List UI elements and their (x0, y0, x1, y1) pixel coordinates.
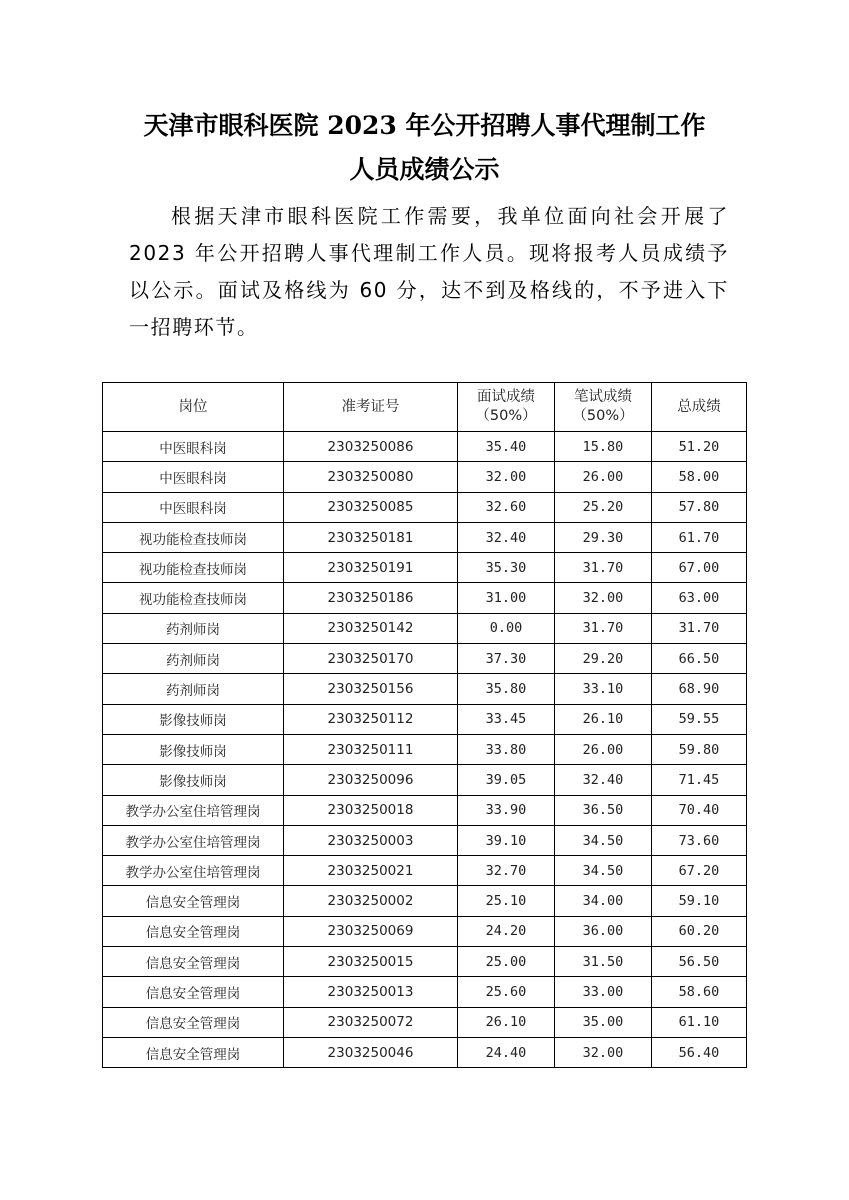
cell-position: 信息安全管理岗 (103, 1007, 284, 1037)
cell-position: 教学办公室住培管理岗 (103, 795, 284, 825)
cell-exam-id: 2303250142 (284, 613, 458, 643)
cell-exam-id: 2303250015 (284, 947, 458, 977)
cell-exam-id: 2303250096 (284, 765, 458, 795)
cell-written-score: 33.00 (555, 977, 652, 1007)
table-row (103, 553, 747, 583)
cell-total-score: 73.60 (652, 825, 747, 855)
cell-total-score: 31.70 (652, 613, 747, 643)
table-row (103, 734, 747, 764)
cell-interview-score: 31.00 (458, 583, 555, 613)
cell-total-score: 59.55 (652, 704, 747, 734)
cell-written-score: 32.00 (555, 583, 652, 613)
cell-interview-score: 32.40 (458, 522, 555, 552)
cell-position: 视功能检查技师岗 (103, 583, 284, 613)
cell-written-score: 36.00 (555, 916, 652, 946)
cell-written-score: 32.00 (555, 1037, 652, 1067)
cell-written-score: 15.80 (555, 432, 652, 462)
cell-total-score: 70.40 (652, 795, 747, 825)
table-row (103, 886, 747, 916)
cell-total-score: 59.80 (652, 734, 747, 764)
cell-interview-score: 35.40 (458, 432, 555, 462)
cell-interview-score: 32.60 (458, 492, 555, 522)
header-interview-label: 面试成绩 (477, 389, 535, 405)
cell-position: 药剂师岗 (103, 613, 284, 643)
cell-total-score: 58.60 (652, 977, 747, 1007)
cell-written-score: 29.30 (555, 522, 652, 552)
cell-position: 中医眼科岗 (103, 492, 284, 522)
cell-written-score: 33.10 (555, 674, 652, 704)
page-title-line-1: 天津市眼科医院 2023 年公开招聘人事代理制工作 (143, 111, 706, 140)
cell-total-score: 61.70 (652, 522, 747, 552)
cell-written-score: 31.70 (555, 613, 652, 643)
cell-exam-id: 2303250069 (284, 916, 458, 946)
table-row (103, 674, 747, 704)
cell-total-score: 68.90 (652, 674, 747, 704)
cell-interview-score: 39.05 (458, 765, 555, 795)
table-row (103, 1037, 747, 1067)
cell-exam-id: 2303250156 (284, 674, 458, 704)
cell-total-score: 51.20 (652, 432, 747, 462)
cell-interview-score: 39.10 (458, 825, 555, 855)
table-row (103, 947, 747, 977)
scores-table (102, 382, 747, 1068)
cell-total-score: 66.50 (652, 644, 747, 674)
table-row (103, 522, 747, 552)
table-row (103, 916, 747, 946)
cell-written-score: 32.40 (555, 765, 652, 795)
cell-interview-score: 25.10 (458, 886, 555, 916)
cell-interview-score: 25.00 (458, 947, 555, 977)
cell-exam-id: 2303250186 (284, 583, 458, 613)
cell-exam-id: 2303250112 (284, 704, 458, 734)
cell-exam-id: 2303250046 (284, 1037, 458, 1067)
cell-total-score: 56.40 (652, 1037, 747, 1067)
cell-written-score: 35.00 (555, 1007, 652, 1037)
cell-total-score: 61.10 (652, 1007, 747, 1037)
intro-paragraph: 根据天津市眼科医院工作需要，我单位面向社会开展了 2023 年公开招聘人事代理制工作人员。现将报考人员成绩予以公示。面试及格线为 60 分，达不到及格线的，不予进入下一招聘环节。 (129, 204, 729, 339)
cell-exam-id: 2303250181 (284, 522, 458, 552)
cell-interview-score: 25.60 (458, 977, 555, 1007)
cell-position: 影像技师岗 (103, 734, 284, 764)
cell-total-score: 67.00 (652, 553, 747, 583)
cell-written-score: 26.00 (555, 462, 652, 492)
header-written-label: 笔试成绩 (574, 389, 632, 405)
cell-written-score: 31.70 (555, 553, 652, 583)
cell-position: 信息安全管理岗 (103, 886, 284, 916)
cell-position: 中医眼科岗 (103, 462, 284, 492)
header-exam-id: 准考证号 (284, 383, 458, 432)
cell-position: 信息安全管理岗 (103, 1037, 284, 1067)
table-row (103, 462, 747, 492)
cell-interview-score: 0.00 (458, 613, 555, 643)
table-row (103, 1007, 747, 1037)
cell-total-score: 67.20 (652, 856, 747, 886)
cell-interview-score: 33.45 (458, 704, 555, 734)
cell-position: 药剂师岗 (103, 644, 284, 674)
table-row (103, 765, 747, 795)
header-interview-score (458, 383, 555, 432)
cell-total-score: 58.00 (652, 462, 747, 492)
cell-written-score: 26.10 (555, 704, 652, 734)
cell-exam-id: 2303250111 (284, 734, 458, 764)
table-row (103, 856, 747, 886)
cell-interview-score: 26.10 (458, 1007, 555, 1037)
cell-interview-score: 24.40 (458, 1037, 555, 1067)
cell-exam-id: 2303250085 (284, 492, 458, 522)
cell-interview-score: 32.00 (458, 462, 555, 492)
cell-position: 信息安全管理岗 (103, 916, 284, 946)
cell-exam-id: 2303250002 (284, 886, 458, 916)
table-header-row (103, 383, 747, 432)
cell-exam-id: 2303250080 (284, 462, 458, 492)
cell-total-score: 56.50 (652, 947, 747, 977)
cell-position: 中医眼科岗 (103, 432, 284, 462)
cell-total-score: 60.20 (652, 916, 747, 946)
cell-exam-id: 2303250086 (284, 432, 458, 462)
table-row (103, 492, 747, 522)
cell-written-score: 29.20 (555, 644, 652, 674)
cell-exam-id: 2303250072 (284, 1007, 458, 1037)
cell-total-score: 59.10 (652, 886, 747, 916)
cell-interview-score: 35.80 (458, 674, 555, 704)
cell-position: 药剂师岗 (103, 674, 284, 704)
header-written-weight: （50%） (572, 408, 634, 424)
cell-interview-score: 33.90 (458, 795, 555, 825)
cell-total-score: 57.80 (652, 492, 747, 522)
cell-total-score: 63.00 (652, 583, 747, 613)
cell-position: 视功能检查技师岗 (103, 522, 284, 552)
cell-interview-score: 35.30 (458, 553, 555, 583)
cell-written-score: 25.20 (555, 492, 652, 522)
cell-position: 影像技师岗 (103, 765, 284, 795)
cell-exam-id: 2303250170 (284, 644, 458, 674)
page-title-line-2: 人员成绩公示 (349, 155, 500, 184)
cell-position: 视功能检查技师岗 (103, 553, 284, 583)
cell-total-score: 71.45 (652, 765, 747, 795)
cell-exam-id: 2303250018 (284, 795, 458, 825)
header-total-score: 总成绩 (652, 383, 747, 432)
table-row (103, 825, 747, 855)
cell-exam-id: 2303250003 (284, 825, 458, 855)
table-row (103, 644, 747, 674)
table-row (103, 432, 747, 462)
table-row (103, 977, 747, 1007)
cell-position: 教学办公室住培管理岗 (103, 825, 284, 855)
cell-interview-score: 24.20 (458, 916, 555, 946)
cell-interview-score: 32.70 (458, 856, 555, 886)
cell-written-score: 34.50 (555, 825, 652, 855)
cell-interview-score: 33.80 (458, 734, 555, 764)
cell-exam-id: 2303250191 (284, 553, 458, 583)
cell-interview-score: 37.30 (458, 644, 555, 674)
cell-written-score: 36.50 (555, 795, 652, 825)
cell-written-score: 31.50 (555, 947, 652, 977)
cell-written-score: 26.00 (555, 734, 652, 764)
cell-position: 影像技师岗 (103, 704, 284, 734)
table-row (103, 613, 747, 643)
cell-written-score: 34.00 (555, 886, 652, 916)
cell-exam-id: 2303250013 (284, 977, 458, 1007)
table-row (103, 704, 747, 734)
table-row (103, 795, 747, 825)
header-position: 岗位 (103, 383, 284, 432)
cell-exam-id: 2303250021 (284, 856, 458, 886)
cell-position: 教学办公室住培管理岗 (103, 856, 284, 886)
header-interview-weight: （50%） (475, 408, 537, 424)
table-row (103, 583, 747, 613)
cell-written-score: 34.50 (555, 856, 652, 886)
table-body (103, 432, 747, 1068)
cell-position: 信息安全管理岗 (103, 947, 284, 977)
cell-position: 信息安全管理岗 (103, 977, 284, 1007)
header-written-score (555, 383, 652, 432)
